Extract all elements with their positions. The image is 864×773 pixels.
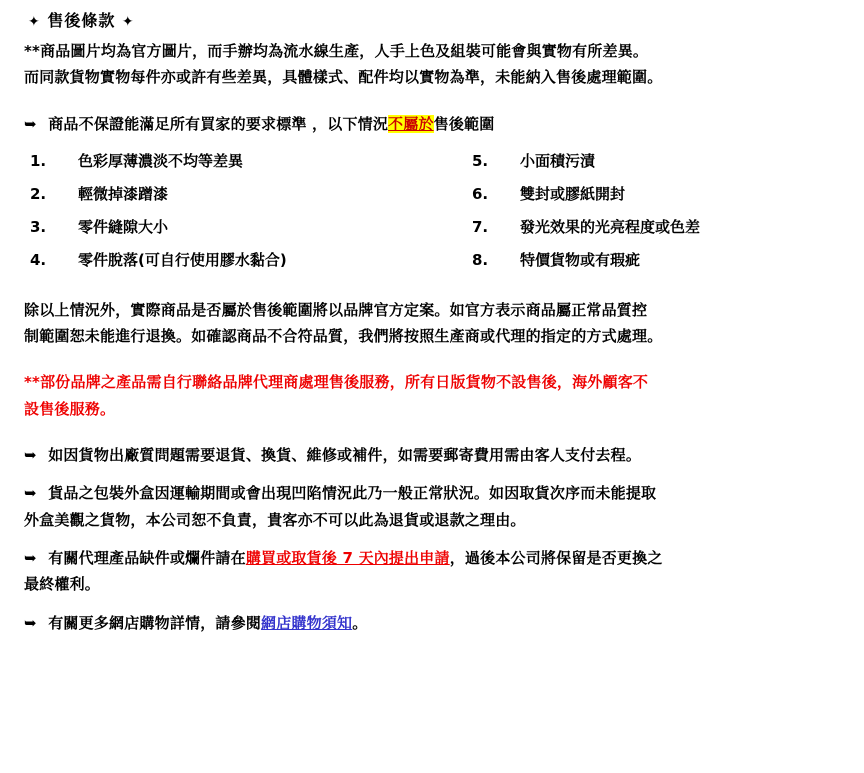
list-item — [30, 183, 287, 204]
shopping-guide-link[interactable]: 網店購物須知 — [261, 613, 353, 632]
list-item-label: 特價貨物或有瑕疵 — [520, 250, 641, 269]
list-item — [30, 216, 287, 237]
list-item — [30, 150, 287, 171]
policy-item-missing-parts-after: ，過後本公司將保留是否更換之 — [449, 548, 663, 567]
policy-item-more-info-before: 有關更多網店購物詳情，請參閱 — [48, 613, 262, 632]
intro-line-2: 而同款貨物實物每件亦或許有些差異，具體樣式、配件均以實物為準，未能納入售後處理範圍。 — [24, 68, 663, 87]
list-item — [472, 216, 700, 237]
policy-item-packaging-line-2: 外盒美觀之貨物，本公司恕不負責，貴客亦不可以此為退貨或退款之理由。 — [24, 510, 526, 529]
list-item-label: 色彩厚薄濃淡不均等差異 — [78, 151, 244, 170]
list-item — [472, 150, 700, 171]
red-notice-line-1: **部份品牌之產品需自行聯絡品牌代理商處理售後服務，所有日版貨物不設售後，海外顧客不 — [24, 373, 649, 392]
body-paragraph-line-2: 制範圍恕未能進行退換。如確認商品不合符品質，我們將按照生產商或代理的指定的方式處理。 — [24, 327, 663, 346]
exclusion-list-left-column — [30, 150, 287, 282]
list-item-label: 零件縫隙大小 — [78, 217, 169, 236]
list-item-label: 雙封或膠紙開封 — [520, 184, 626, 203]
list-item — [472, 249, 700, 270]
notice-after-text: 售後範圍 — [433, 114, 495, 133]
exclusion-list — [24, 150, 854, 268]
list-item-label: 發光效果的光亮程度或色差 — [520, 217, 701, 236]
policy-item-missing-parts-line-2: 最終權利。 — [24, 575, 101, 594]
exclusion-list-right-column — [472, 150, 700, 282]
page-title — [28, 8, 854, 31]
policy-item-more-info — [24, 611, 854, 635]
policy-item-more-info-after: 。 — [352, 613, 368, 632]
list-item-number: 6. — [472, 184, 489, 203]
intro-line-1: **商品圖片均為官方圖片，而手辦均為流水線生產，人手上色及組裝可能會與實物有所差異。 — [24, 42, 649, 60]
page-title-text: 售後條款 — [47, 11, 116, 30]
list-item — [472, 183, 700, 204]
arrow-icon-more-info: ➥ — [24, 613, 37, 632]
policy-item-packaging — [24, 481, 854, 505]
diamond-icon-right: ✦ — [121, 14, 135, 30]
notice-highlight: 不屬於 — [388, 114, 434, 133]
policy-item-shipping-text: 如因貨物出廠質問題需要退貨、換貨、維修或補件，如需要郵寄費用需由客人支付去程。 — [48, 446, 642, 465]
body-paragraph-line-1: 除以上情況外，實際商品是否屬於售後範圍將以品牌官方定案。如官方表示商品屬正常品質控 — [24, 300, 648, 319]
policy-item-missing-parts-highlight: 購買或取貨後 7 天內提出申請 — [245, 548, 450, 567]
policy-item-packaging-line-1: 貨品之包裝外盒因運輸期間或會出現凹陷情況此乃一般正常狀況。如因取貨次序而未能提取 — [48, 484, 657, 503]
red-notice-line-2: 設售後服務。 — [24, 399, 116, 418]
policy-item-shipping — [24, 443, 854, 467]
diamond-icon-left: ✦ — [28, 14, 41, 30]
arrow-icon-notice: ➥ — [24, 114, 37, 133]
list-item-number: 1. — [30, 151, 47, 170]
notice-line — [24, 112, 854, 136]
list-item-number: 5. — [472, 151, 489, 170]
notice-before-text: 商品不保證能滿足所有買家的要求標準 ，以下情況 — [48, 114, 389, 133]
policy-item-missing-parts-before: 有關代理產品缺件或爛件請在 — [48, 548, 246, 567]
list-item-number: 8. — [472, 250, 489, 269]
list-item-label: 小面積污漬 — [520, 151, 596, 170]
arrow-icon-packaging: ➥ — [24, 484, 37, 503]
list-item-number: 3. — [30, 217, 47, 236]
list-item-number: 4. — [30, 250, 47, 269]
list-item-label: 零件脫落(可自行使用膠水黏合) — [78, 250, 287, 269]
arrow-icon-missing-parts: ➥ — [24, 548, 37, 567]
policy-item-missing-parts — [24, 546, 854, 570]
list-item — [30, 249, 287, 270]
list-item-number: 7. — [472, 217, 489, 236]
list-item-label: 輕微掉漆蹭漆 — [78, 184, 169, 203]
list-item-number: 2. — [30, 184, 47, 203]
arrow-icon-shipping: ➥ — [24, 446, 37, 465]
